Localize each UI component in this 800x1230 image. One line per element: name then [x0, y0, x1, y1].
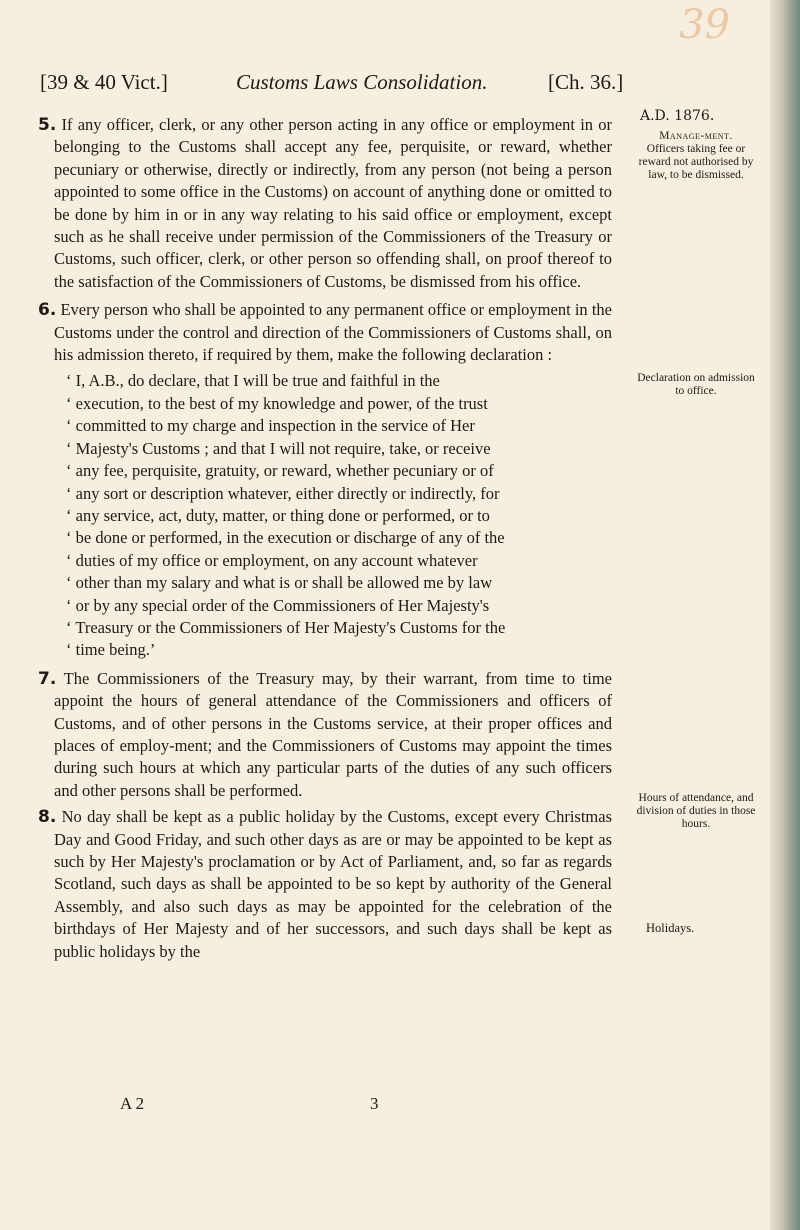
- statute-body: [38, 114, 612, 967]
- margin-heading: Manage-ment.: [659, 130, 733, 142]
- header-session: [39 & 40 Vict.]: [40, 70, 168, 94]
- section-8: [38, 806, 612, 963]
- declaration-line: ‘ Treasury or the Commissioners of Her Majesty's Customs for the: [66, 617, 506, 637]
- declaration-line: ‘ any fee, perquisite, gratuity, or reward, whether pecuniary or of: [66, 461, 494, 481]
- section-number: 8.: [38, 807, 57, 828]
- declaration-line: ‘ or by any special order of the Commissioners of Her Majesty's: [66, 595, 490, 615]
- section-text: No day shall be kept as a public holiday by the Customs, except every Christmas Day and Good Friday, and such other days as are or may be appointed to be kept as such by Her Majesty's proclamation or by Act of Parliament, and, so far as regards Scotland, such days as shall be appointed to be so kept by authority of the General Assembly, and also such days as may be appointed for the celebration of the birthdays of Her Majesty and of her successors, and such days shall be kept as public holidays by the: [54, 807, 612, 961]
- declaration-line: ‘ execution, to the best of my knowledge and power, of the trust: [66, 393, 488, 413]
- section-6: [38, 299, 612, 366]
- section-text: Every person who shall be appointed to any permanent office or employment in the Customs under the control and direction of the Commissioners of Customs shall, on his admission thereto, if required by them, make the following declaration :: [54, 300, 612, 365]
- declaration-line: ‘ be done or performed, in the execution or discharge of any of the: [66, 528, 505, 548]
- declaration-line: ‘ any sort or description whatever, either directly or indirectly, for: [66, 483, 500, 503]
- folio-mark: 39: [679, 2, 730, 48]
- margin-note-declaration: Declaration on admission to office.: [637, 372, 755, 397]
- section-5: [38, 114, 612, 293]
- declaration: [54, 370, 612, 661]
- declaration-line: ‘ other than my salary and what is or shall be allowed me by law: [66, 573, 493, 593]
- page-edge: [770, 0, 800, 1230]
- declaration-line: ‘ time being.’: [66, 640, 156, 660]
- section-number: 7.: [38, 668, 57, 689]
- section-text: If any officer, clerk, or any other person acting in any office or employment in or belonging to the Customs shall accept any fee, perquisite, or reward, whether pecuniary or otherwise, directly or indirectly, from any person (not being a person appointed to some office in the Customs) on account of anything done or omitted to be done by him in or in any way relating to his said office or employment, except such as he shall receive under permission of the Commissioners of the Treasury or Customs, such officer, clerk, or other person so offending shall, on proof thereof to the satisfaction of the Commissioners of Customs, be dismissed from his office.: [54, 115, 612, 291]
- margin-note-holidays: Holidays.: [646, 921, 695, 935]
- margin-note-hours: Hours of attendance, and division of duties in those hours.: [636, 792, 756, 830]
- header-title: Customs Laws Consolidation.: [236, 70, 488, 94]
- running-header: [40, 70, 740, 100]
- year-note: A.D. 1876.: [640, 108, 715, 124]
- declaration-line: ‘ I, A.B., do declare, that I will be true and faithful in the: [66, 371, 440, 391]
- declaration-line: ‘ any service, act, duty, matter, or thing done or performed, or to: [66, 505, 490, 525]
- section-7: [38, 668, 612, 802]
- declaration-line: ‘ committed to my charge and inspection in the service of Her: [66, 416, 475, 436]
- declaration-line: ‘ duties of my office or employment, on any account whatever: [66, 550, 478, 570]
- section-number: 6.: [38, 300, 57, 321]
- section-text: The Commissioners of the Treasury may, by their warrant, from time to time appoint the hours of general attendance of the Commissioners and officers of Customs, and of other persons in the Customs service, at their proper offices and places of employ-ment; and the Commissioners of Customs may appoint the times during such hours at which any particular parts of the duties of any such officers and other persons shall be performed.: [54, 668, 612, 800]
- header-chapter: [Ch. 36.]: [548, 70, 624, 94]
- declaration-line: ‘ Majesty's Customs ; and that I will not require, take, or receive: [66, 438, 491, 458]
- signature-mark: A 2: [120, 1094, 145, 1113]
- margin-text: Officers taking fee or reward not authorised by law, to be dismissed.: [638, 143, 754, 181]
- margin-note-management: [636, 130, 756, 182]
- page-number: 3: [370, 1094, 379, 1113]
- section-number: 5.: [38, 115, 57, 135]
